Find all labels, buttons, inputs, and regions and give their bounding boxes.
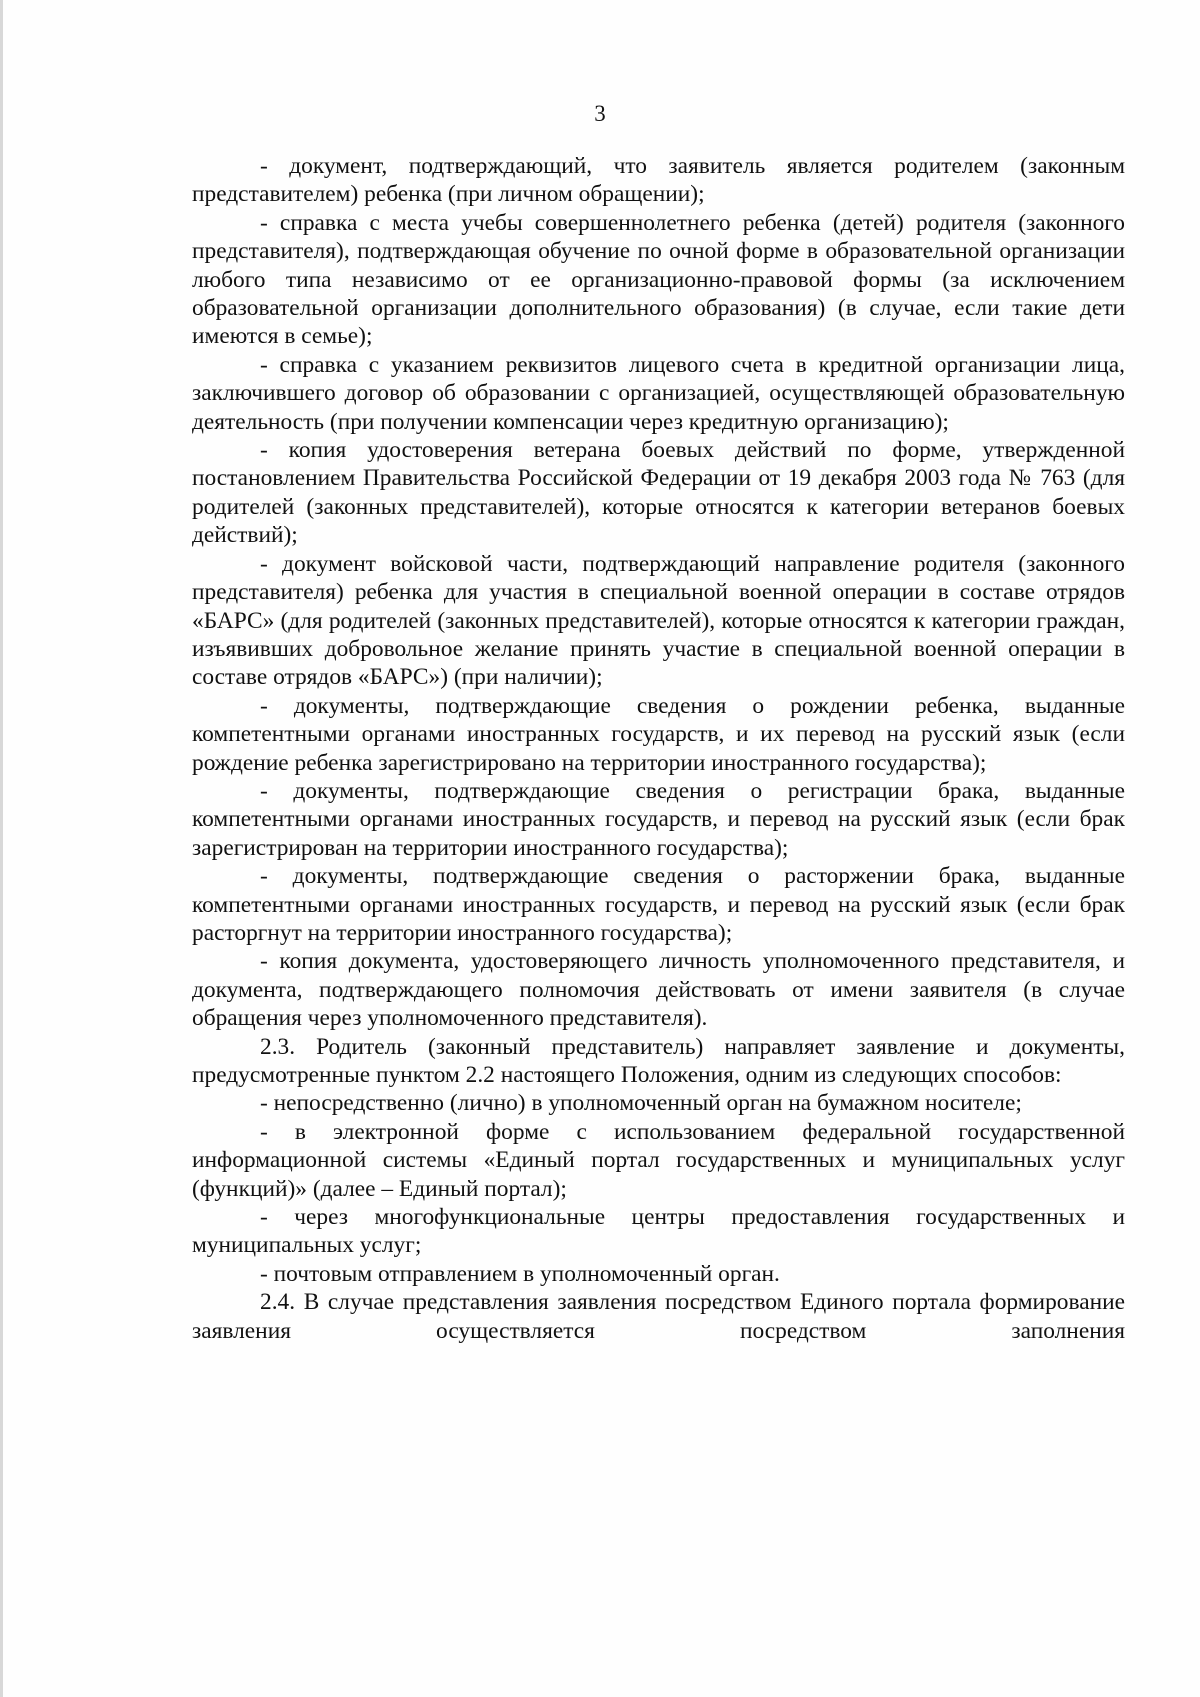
paragraph-section-2-4: 2.4. В случае представления заявления посредством Единого портала формирование заявления осуществляется посредством заполнения [192,1289,1125,1344]
paragraph-foreign-marriage: - документы, подтверждающие сведения о регистрации брака, выданные компетентными органами иностранных государств, и перевод на русский язык (если брак зарегистрирован на территории иностранного государства); [192,777,1125,861]
page-number: 3 [594,101,606,126]
paragraph-electronic: - в электронной форме с использованием федеральной государственной информационной системы «Единый портал государственных и муниципальных услуг (функций)» (далее – Единый портал); [192,1118,1125,1202]
paragraph-postal: - почтовым отправлением в уполномоченный орган. [260,1260,780,1287]
paragraph-section-2-3: 2.3. Родитель (законный представитель) направляет заявление и документы, предусмотренные пунктом 2.2 настоящего Положения, одним из следующих способов: [192,1033,1125,1088]
document-body [192,152,1125,1345]
scan-edge [0,0,3,1697]
paragraph-in-person: - непосредственно (лично) в уполномоченный орган на бумажном носителе; [260,1090,1022,1117]
paragraph-representative-id: - копия документа, удостоверяющего личность уполномоченного представителя, и документа, подтверждающего полномочия действовать от имени заявителя (в случае обращения через уполномоченного представителя). [192,948,1125,1032]
paragraph-veteran-certificate: - копия удостоверения ветерана боевых действий по форме, утвержденной постановлением Правительства Российской Федерации от 19 декабря 2003 года № 763 (для родителей (законных представителей), которые относятся к категории ветеранов боевых действий); [192,437,1125,549]
paragraph-bank-account: - справка с указанием реквизитов лицевого счета в кредитной организации лица, заключившего договор об образовании с организацией, осуществляющей образовательную деятельность (при получении компенсации через кредитную организацию); [192,351,1125,435]
paragraph-military-unit-document: - документ войсковой части, подтверждающий направление родителя (законного представителя) ребенка для участия в специальной военной операции в составе отрядов «БАРС» (для родителей (законных представителей), которые относятся к категории граждан, изъявивших добровольное желание принять участие в специальной военной операции в составе отрядов «БАРС») (при наличии); [192,550,1125,691]
paragraph-mfc: - через многофункциональные центры предоставления государственных и муниципальных услуг; [192,1204,1125,1259]
paragraph-foreign-divorce: - документы, подтверждающие сведения о расторжении брака, выданные компетентными органами иностранных государств, и перевод на русский язык (если брак расторгнут на территории иностранного государства); [192,863,1125,946]
paragraph-foreign-birth: - документы, подтверждающие сведения о рождении ребенка, выданные компетентными органами иностранных государств, и их перевод на русский язык (если рождение ребенка зарегистрировано на территории иностранного государства); [192,692,1125,776]
paragraph-study-certificate: - справка с места учебы совершеннолетнего ребенка (детей) родителя (законного представителя), подтверждающая обучение по очной форме в образовательной организации любого типа независимо от ее организационно-правовой формы (за исключением образовательной организации дополнительного образования) (в случае, если такие дети имеются в семье); [192,209,1125,350]
paragraph-parent-proof: - документ, подтверждающий, что заявитель является родителем (законным представителем) ребенка (при личном обращении); [192,153,1125,208]
